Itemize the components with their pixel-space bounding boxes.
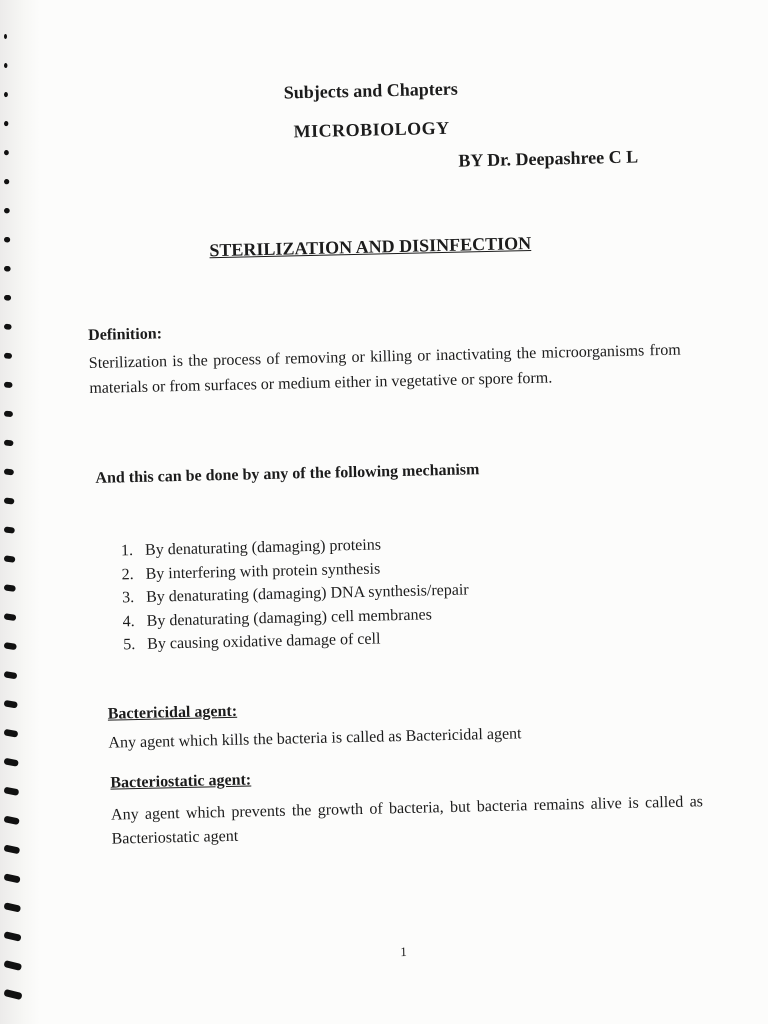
chapter-heading: STERILIZATION AND DISINFECTION [209, 232, 532, 261]
list-item-number: 3. [121, 589, 135, 607]
list-item-number: 1. [120, 542, 134, 560]
bacteriostatic-text: Any agent which prevents the growth of bacteria, but bacteria remains alive is called as Bacteriostatic agent [110, 793, 704, 848]
bactericidal-text: Any agent which kills the bacteria is called as Bactericidal agent [108, 725, 522, 752]
bactericidal-heading: Bactericidal agent: [107, 702, 238, 723]
mechanism-list [121, 531, 470, 656]
list-item-text: By interfering with protein synthesis [145, 559, 381, 583]
subjects-title: Subjects and Chapters [283, 78, 458, 103]
list-item-text: By denaturating (damaging) DNA synthesis/repair [145, 581, 469, 606]
list-item-number: 2. [121, 565, 134, 583]
list-item-number: 4. [122, 612, 135, 630]
list-item-text: By denaturating (damaging) proteins [144, 536, 382, 559]
list-item-number: 5. [123, 636, 136, 654]
mechanism-heading: And this can be done by any of the following mechanism [95, 461, 480, 487]
page-number: 1 [400, 943, 407, 960]
list-item-text: By denaturating (damaging) cell membranes [146, 605, 433, 630]
list-item-text: By causing oxidative damage of cell [147, 630, 381, 653]
definition-heading: Definition: [87, 325, 163, 345]
definition-text: Sterilization is the process of removing or killing or inactivating the microorganisms from materials or from surfaces or medium either in vegetative or spore form. [88, 341, 681, 398]
subject-title: MICROBIOLOGY [293, 117, 450, 142]
author-line: BY Dr. Deepashree C L [458, 146, 639, 171]
bacteriostatic-heading: Bacteriostatic agent: [110, 771, 252, 792]
